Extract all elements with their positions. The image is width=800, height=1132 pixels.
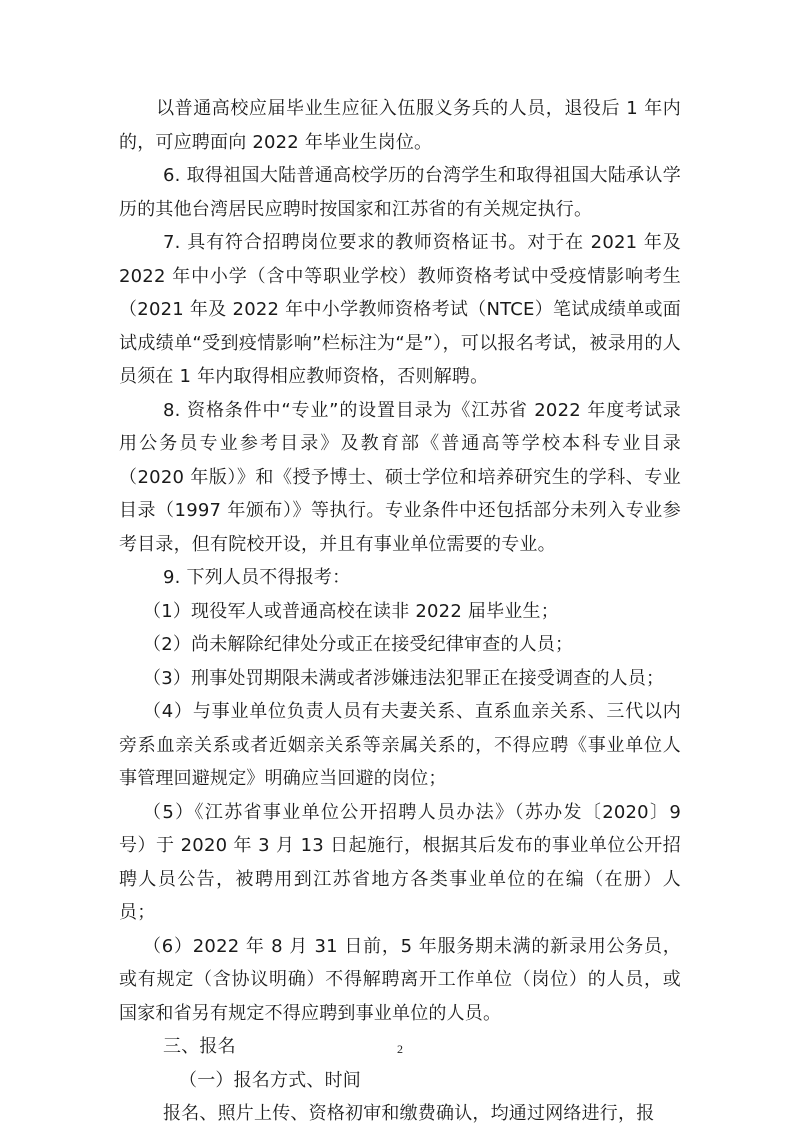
document-body — [119, 92, 681, 1131]
page-number: 2 — [397, 1042, 403, 1056]
sub-item-3: （3）刑事处罚期限未满或者涉嫌违法犯罪正在接受调查的人员； — [143, 667, 665, 689]
sub-item-4: （4）与事业单位负责人员有夫妻关系、直系血亲关系、三代以内旁系血亲关系或者近姻亲关系等亲属关系的，不得应聘《事业单位人事管理回避规定》明确应当回避的岗位； — [119, 701, 681, 789]
subsection-heading-method-time: （一）报名方式、时间 — [179, 1069, 361, 1091]
paragraph-item-8: 8. 资格条件中“专业”的设置目录为《江苏省 2022 年度考试录用公务员专业参考目录》及教育部《普通高等学校本科专业目录（2020 年版）》和《授予博士、硕士学位和培养研究生的学科、专业目录（1997 年颁布）》等执行。专业条件中还包括部分未列入专业参考目录，但有院校开设，并且有事业单位需要的专业。 — [119, 399, 681, 555]
section-heading-registration: 三、报名 — [163, 1036, 236, 1057]
sub-item-2: （2）尚未解除纪律处分或正在接受纪律审查的人员； — [143, 634, 574, 655]
sub-item-5: （5）《江苏省事业单位公开招聘人员办法》（苏办发〔2020〕9 号）于 2020 年 3 月 13 日起施行，根据其后发布的事业单位公开招聘人员公告，被聘用到江苏省地方各类事业单位的在编（在册）人员； — [119, 801, 681, 923]
paragraph-veteran: 以普通高校应届毕业生应征入伍服义务兵的人员，退役后 1 年内的，可应聘面向 2022 年毕业生岗位。 — [119, 98, 681, 153]
sub-item-1: （1）现役军人或普通高校在读非 2022 届毕业生； — [143, 600, 559, 622]
paragraph-item-6: 6. 取得祖国大陆普通高校学历的台湾学生和取得祖国大陆承认学历的其他台湾居民应聘时按国家和江苏省的有关规定执行。 — [119, 165, 681, 220]
sub-item-6: （6）2022 年 8 月 31 日前，5 年服务期未满的新录用公务员，或有规定（含协议明确）不得解聘离开工作单位（岗位）的人员，或国家和省另有规定不得应聘到事业单位的人员。 — [119, 935, 681, 1024]
paragraph-registration-start: 报名、照片上传、资格初审和缴费确认，均通过网络进行，报 — [163, 1103, 655, 1124]
paragraph-item-9: 9. 下列人员不得报考： — [163, 567, 351, 588]
paragraph-item-7: 7. 具有符合招聘岗位要求的教师资格证书。对于在 2021 年及 2022 年中小学（含中等职业学校）教师资格考试中受疫情影响考生（2021 年及 2022 年中小学教师资格考试（NTCE）笔试成绩单或面试成绩单“受到疫情影响”栏标注为“是”），可以报名考试，被录用的人员须在 1 年内取得相应教师资格，否则解聘。 — [119, 232, 681, 387]
